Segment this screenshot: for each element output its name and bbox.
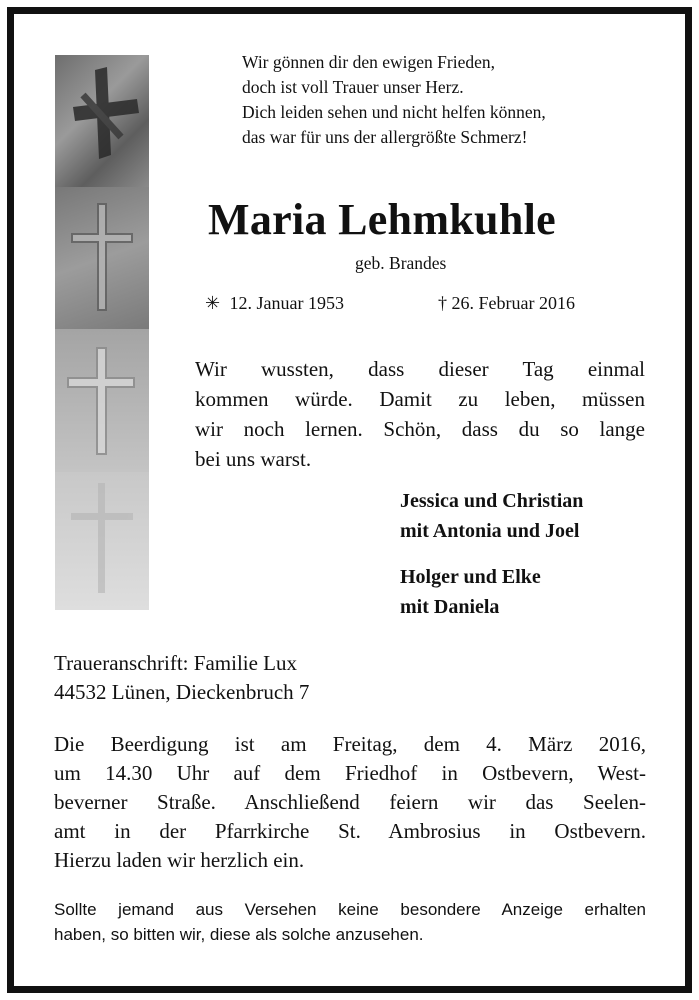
funeral-line: beverner Straße. Anschließend feiern wir das Seelen- [54,790,646,814]
died-date-group [438,293,575,314]
mourner-line: mit Antonia und Joel [400,520,580,542]
saying-line: kommen würde. Damit zu leben, müssen [195,387,645,411]
address-line: 44532 Lünen, Dieckenbruch 7 [54,680,310,704]
mourner-group [400,562,541,622]
missed-notice [54,897,646,947]
cross-icon [73,67,139,159]
mourner-line: Holger und Elke [400,566,541,588]
cross-image-strip [55,55,149,610]
saying-line: wir noch lernen. Schön, dass du so lange [195,417,645,441]
deceased-name: Maria Lehmkuhle [208,195,556,244]
birth-name: geb. Brandes [355,253,447,273]
saying [195,354,645,474]
mourning-address [54,649,309,707]
poem-line: das war für uns der allergrößte Schmerz! [242,127,528,147]
mourner-line: mit Daniela [400,596,500,618]
address-line: Traueranschrift: Familie Lux [54,651,298,675]
cross-icon [71,483,133,593]
birth-star-icon: ✳ [205,293,221,313]
funeral-line: Hierzu laden wir herzlich ein. [54,848,305,872]
saying-line: Wir wussten, dass dieser Tag einmal [195,357,645,381]
funeral-line: Die Beerdigung ist am Freitag, dem 4. März 2016, [54,732,646,756]
saying-line: bei uns warst. [195,447,312,471]
poem-line: Dich leiden sehen und nicht helfen können, [242,102,546,122]
poem-line: doch ist voll Trauer unser Herz. [242,77,464,97]
died-date: 26. Februar 2016 [451,293,575,313]
cross-icon [67,347,135,455]
cross-icon [71,203,133,311]
death-cross-icon: † [438,293,447,313]
poem [242,50,546,150]
born-date-group [205,293,344,314]
funeral-details [54,730,646,875]
cross-icons [55,55,149,610]
notice-line: haben, so bitten wir, diese als solche anzusehen. [54,925,424,944]
poem-line: Wir gönnen dir den ewigen Frieden, [242,52,495,72]
funeral-line: amt in der Pfarrkirche St. Ambrosius in Ostbevern. [54,819,646,843]
funeral-line: um 14.30 Uhr auf dem Friedhof in Ostbevern, West- [54,761,646,785]
born-date: 12. Januar 1953 [229,293,344,313]
notice-line: Sollte jemand aus Versehen keine besondere Anzeige erhalten [54,900,646,919]
mourner-group [400,486,583,546]
mourner-line: Jessica und Christian [400,490,584,512]
